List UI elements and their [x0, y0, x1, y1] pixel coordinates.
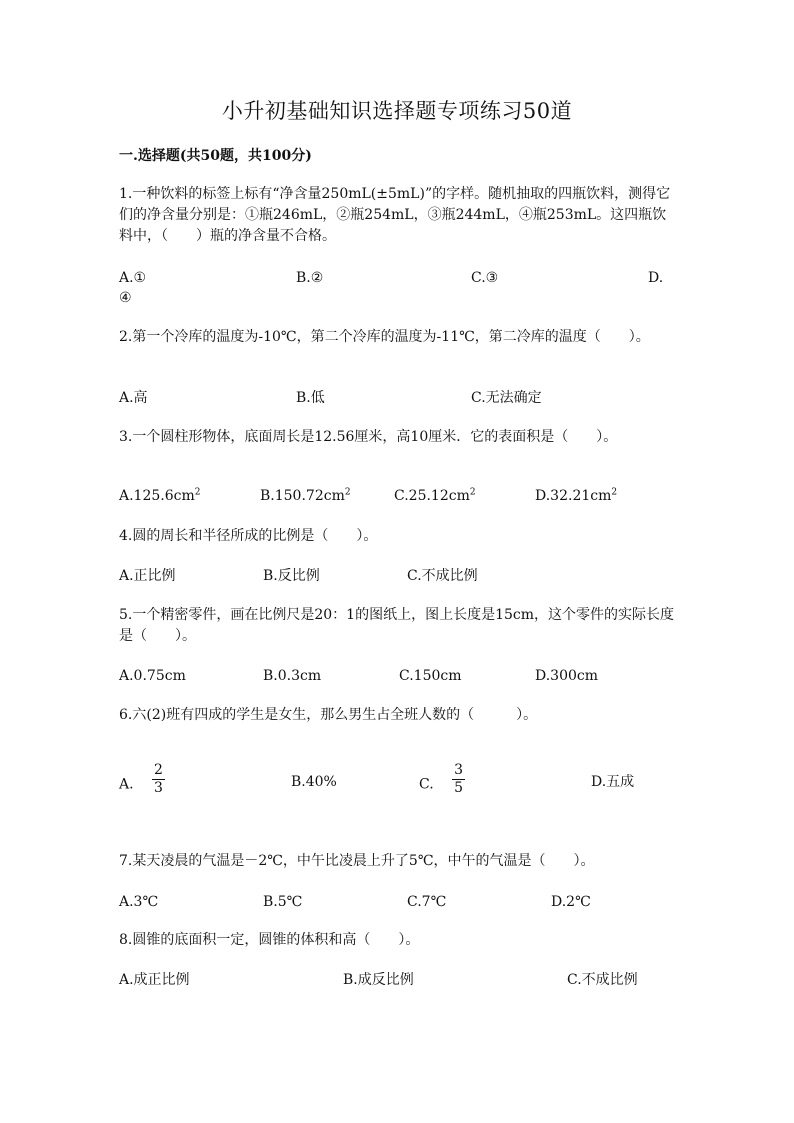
- option-c[interactable]: [394, 486, 476, 506]
- option-d[interactable]: [535, 486, 617, 506]
- question-2-stem: 2.第一个冷库的温度为-10℃，第二个冷库的温度为-11℃，第二冷库的温度（ ）。: [119, 329, 650, 345]
- question-6-stem: 6.六(2)班有四成的学生是女生，那么男生占全班人数的（ ）。: [119, 707, 538, 723]
- fraction-three-fifths: [452, 762, 465, 797]
- option-d-text: D.32.21cm: [535, 488, 612, 504]
- question-6-options: [119, 762, 679, 808]
- option-a-text: A.125.6cm: [119, 488, 195, 504]
- fraction-numerator: 2: [154, 762, 163, 778]
- option-b[interactable]: B.②: [296, 270, 324, 286]
- superscript: 2: [344, 487, 351, 498]
- option-a-letter: A.: [119, 776, 134, 793]
- question-1-stem: 1.一种饮料的标签上标有“净含量250mL(±5mL)”的字样。随机抽取的四瓶饮料，测得它们的净含量分别是：①瓶246mL，②瓶254mL，③瓶244mL，④瓶253mL。这四瓶饮料中，（ ）瓶的净含量不合格。: [119, 186, 671, 244]
- option-c[interactable]: C.无法确定: [471, 390, 542, 406]
- fraction-two-thirds: [152, 762, 165, 797]
- question-4-options: [119, 566, 679, 608]
- option-c-letter: C.: [419, 776, 434, 793]
- option-c[interactable]: C.7℃: [407, 894, 447, 910]
- option-a[interactable]: [119, 762, 165, 797]
- question-8-stem: 8.圆锥的底面积一定，圆锥的体积和高（ ）。: [119, 932, 420, 948]
- option-b[interactable]: B.0.3cm: [263, 668, 322, 684]
- question-7-stem: 7.某天凌晨的气温是－2℃，中午比凌晨上升了5℃，中午的气温是（ ）。: [119, 853, 595, 869]
- option-d-letter: D.: [648, 270, 664, 286]
- superscript: 2: [469, 487, 476, 498]
- question-3-stem: 3.一个圆柱形物体，底面周长是12.56厘米，高10厘米．它的表面积是（ ）。: [119, 429, 618, 445]
- option-b[interactable]: B.成反比例: [343, 972, 414, 988]
- option-b[interactable]: B.5℃: [263, 894, 303, 910]
- option-b[interactable]: B.40%: [291, 774, 337, 790]
- question-8-options: [119, 970, 679, 1012]
- superscript: 2: [611, 487, 618, 498]
- option-c[interactable]: [419, 762, 465, 797]
- option-a[interactable]: A.3℃: [119, 894, 159, 910]
- option-d[interactable]: D.五成: [591, 774, 635, 790]
- option-b[interactable]: B.反比例: [263, 568, 320, 584]
- option-b[interactable]: B.低: [296, 390, 325, 406]
- option-d[interactable]: D.300cm: [535, 668, 599, 684]
- option-a[interactable]: A.正比例: [119, 568, 176, 584]
- question-7-options: [119, 892, 679, 934]
- option-b[interactable]: [260, 486, 351, 506]
- page-title: 小升初基础知识选择题专项练习50道: [221, 99, 573, 123]
- option-a[interactable]: A.高: [119, 390, 148, 406]
- option-c[interactable]: C.不成比例: [567, 972, 638, 988]
- question-5-stem: 5.一个精密零件，画在比例尺是20：1的图纸上，图上长度是15cm，这个零件的实际长度是（ ）。: [119, 607, 675, 644]
- question-4-stem: 4.圆的周长和半径所成的比例是（ ）。: [119, 528, 378, 544]
- question-3-options: [119, 486, 679, 528]
- fraction-denominator: 3: [154, 780, 163, 796]
- question-5-options: [119, 666, 679, 708]
- option-a[interactable]: A.成正比例: [119, 972, 190, 988]
- option-c[interactable]: C.③: [471, 270, 499, 286]
- option-c-text: C.25.12cm: [394, 488, 470, 504]
- option-c[interactable]: C.不成比例: [407, 568, 478, 584]
- option-c[interactable]: C.150cm: [399, 668, 462, 684]
- option-a[interactable]: A.0.75cm: [119, 668, 186, 684]
- fraction-numerator: 3: [454, 762, 464, 778]
- option-b-text: B.150.72cm: [260, 488, 345, 504]
- fraction-denominator: 5: [454, 780, 464, 796]
- superscript: 2: [194, 487, 201, 498]
- option-a[interactable]: A.①: [119, 270, 147, 286]
- option-a[interactable]: [119, 486, 201, 506]
- option-d[interactable]: D.2℃: [551, 894, 591, 910]
- section-heading: 一.选择题(共50题，共100分): [119, 148, 312, 164]
- option-d-symbol: ④: [119, 290, 132, 306]
- question-1-options: [119, 268, 679, 310]
- question-2-options: [119, 388, 679, 430]
